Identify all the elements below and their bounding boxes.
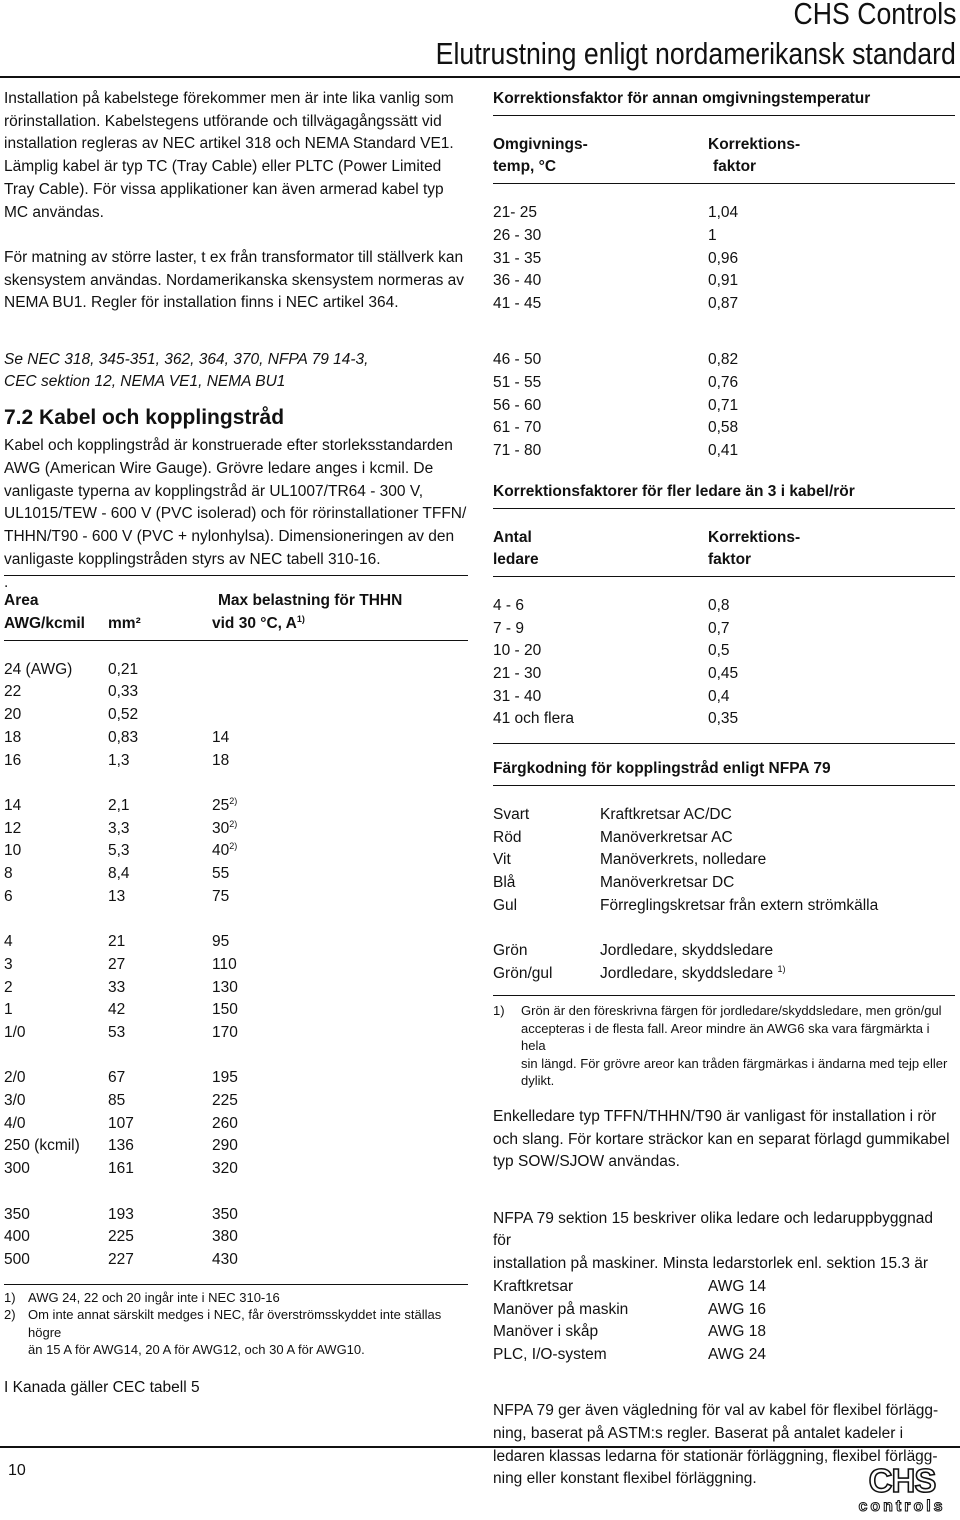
- ampacity-value: 95: [212, 933, 230, 951]
- text-line: typ SOW/SJOW användas.: [493, 1153, 680, 1171]
- table-row: [493, 872, 955, 895]
- table-header-row: [4, 590, 468, 613]
- cell-mm2: 193: [108, 1205, 134, 1223]
- cell-awg: 350: [4, 1205, 30, 1223]
- cell-awg: 18: [4, 728, 22, 746]
- text-line: För matning av större laster, t ex från transformator till ställverk kan: [4, 248, 464, 266]
- cell-mm2: 107: [108, 1114, 134, 1132]
- cell-mm2: 136: [108, 1137, 134, 1155]
- cell-awg: 22: [4, 683, 22, 701]
- cell-mm2: 0,52: [108, 706, 139, 724]
- cell-factor: 0,7: [708, 619, 730, 637]
- table-header-row: temp, °C faktor: [493, 158, 757, 176]
- table-row: [493, 372, 955, 395]
- table-row: [4, 1067, 468, 1090]
- table-row: [4, 1135, 468, 1158]
- ampacity-value: 320: [212, 1160, 238, 1178]
- cell-mm2: 42: [108, 1001, 126, 1019]
- cell-color: Grön/gul: [493, 964, 553, 982]
- table-row: [4, 659, 468, 682]
- cell-factor: 1: [708, 226, 717, 244]
- cell-mm2: 3,3: [108, 819, 130, 837]
- cell-factor: 0,82: [708, 351, 739, 369]
- min-size: AWG 14: [708, 1277, 766, 1295]
- ampacity-value: 350: [212, 1205, 238, 1223]
- circuit-type: PLC, I/O-system: [493, 1345, 607, 1363]
- page-number: 10: [8, 1462, 26, 1479]
- ampacity-value: 380: [212, 1228, 238, 1246]
- ampacity-value: 75: [212, 887, 230, 905]
- cell-factor: 0,76: [708, 374, 739, 392]
- usage-text: Manöverkretsar DC: [600, 873, 735, 891]
- usage-text: Jordledare, skyddsledare: [600, 964, 774, 982]
- table-row: [493, 595, 955, 618]
- cell-ampacity: [212, 931, 229, 954]
- table-row: [4, 681, 468, 704]
- cell-factor: 0,4: [708, 687, 730, 705]
- ampacity-value: 225: [212, 1092, 238, 1110]
- row-gap: [4, 1181, 468, 1204]
- text-line: CEC sektion 12, NEMA VE1, NEMA BU1: [4, 373, 286, 391]
- stray-dot: .: [4, 574, 9, 592]
- usage-text: Manöverkretsar AC: [600, 828, 733, 846]
- cell-temp: 46 - 50: [493, 351, 542, 369]
- cell-temp: 21- 25: [493, 204, 537, 222]
- conductor-rows: [493, 595, 955, 731]
- cell-color: Vit: [493, 851, 511, 869]
- ampacity-value: 14: [212, 728, 230, 746]
- cell-ampacity: [212, 840, 237, 863]
- table-row: [4, 727, 468, 750]
- cell-factor: 0,35: [708, 710, 739, 728]
- cell-mm2: 21: [108, 933, 126, 951]
- table-header-row: Omgivnings- Korrektions-: [493, 135, 801, 153]
- circuit-type: Manöver på maskin: [493, 1300, 629, 1318]
- cell-ampacity: [212, 1022, 238, 1045]
- usage-text: Förreglingskretsar från extern strömkälla: [600, 896, 879, 914]
- usage-text: Kraftkretsar AC/DC: [600, 805, 732, 823]
- cell-ampacity: [212, 727, 229, 750]
- paragraph-wire: [4, 435, 468, 571]
- footnote-ref: 2): [229, 795, 238, 806]
- ampacity-value: 25: [212, 796, 230, 814]
- list-item: [493, 1299, 955, 1322]
- table-row: [4, 795, 468, 818]
- right-column: [493, 88, 955, 1491]
- text-line: ning eller konstant flexibel förläggning.: [493, 1470, 757, 1488]
- temp-rows: [493, 202, 955, 463]
- cell-factor: 0,96: [708, 249, 739, 267]
- table-row: [4, 750, 468, 773]
- cell-awg: 1/0: [4, 1023, 26, 1041]
- cell-temp: 26 - 30: [493, 226, 542, 244]
- table-row: [4, 931, 468, 954]
- cell-factor: 0,71: [708, 396, 739, 414]
- table-row: [493, 640, 955, 663]
- ampacity-value: 30: [212, 819, 230, 837]
- cell-ampacity: [212, 886, 229, 909]
- list-item: [493, 1344, 955, 1367]
- table-row: [493, 349, 955, 372]
- ampacity-value: 18: [212, 751, 230, 769]
- cell-usage: [600, 895, 878, 918]
- cell-temp: 56 - 60: [493, 396, 542, 414]
- cell-mm2: 5,3: [108, 842, 130, 860]
- table-row: [493, 225, 955, 248]
- ampacity-rows: [4, 659, 468, 1272]
- section-title: 7.2 Kabel och kopplingstråd: [4, 406, 285, 430]
- cell-ampacity: [212, 818, 237, 841]
- cell-awg: 16: [4, 751, 22, 769]
- table-footnotes: [4, 1289, 468, 1359]
- footnote: 1) AWG 24, 22 och 20 ingår inte i NEC 310-16: [4, 1289, 280, 1305]
- cell-mm2: 27: [108, 955, 126, 973]
- text-line: Enkelledare typ TFFN/THHN/T90 är vanligast för installation i rör: [493, 1107, 937, 1125]
- header-area: Area: [4, 592, 39, 610]
- cell-awg: 3: [4, 955, 13, 973]
- table-row: [493, 895, 955, 918]
- cell-factor: 1,04: [708, 204, 739, 222]
- table-row: [493, 708, 955, 731]
- cell-awg: 4: [4, 933, 13, 951]
- conductor-correction-title: Korrektionsfaktorer för fler ledare än 3 i kabel/rör: [493, 482, 855, 500]
- table-row: [493, 440, 955, 463]
- usage-text: Manöverkrets, nolledare: [600, 851, 767, 869]
- paragraph-cable-tray: [4, 88, 468, 224]
- text-line: installation regleras av NEC artikel 318 och NEMA Standard VE1.: [4, 135, 454, 153]
- cell-usage: [600, 872, 734, 895]
- cell-awg: 24 (AWG): [4, 660, 73, 678]
- text-line: Tray Cable). För vissa applikationer kan även armerad kabel typ: [4, 180, 444, 198]
- row-gap: [4, 1045, 468, 1068]
- cell-count: 21 - 30: [493, 665, 542, 683]
- cell-mm2: 0,83: [108, 728, 139, 746]
- circuit-type: Kraftkretsar: [493, 1277, 574, 1295]
- text-line: NFPA 79 sektion 15 beskriver olika ledare och ledaruppbyggnad för: [493, 1209, 934, 1250]
- header-mm2: mm²: [108, 615, 141, 633]
- cell-ampacity: [212, 750, 229, 773]
- cell-awg: 8: [4, 865, 13, 883]
- cell-temp: 61 - 70: [493, 419, 542, 437]
- cell-mm2: 8,4: [108, 865, 130, 883]
- table-header-row: [4, 613, 468, 636]
- cell-awg: 20: [4, 706, 22, 724]
- cell-ampacity: [212, 1090, 238, 1113]
- table-row: [4, 1226, 468, 1249]
- table-row: [493, 849, 955, 872]
- row-gap: [4, 908, 468, 931]
- cell-count: 31 - 40: [493, 687, 542, 705]
- color-footnote: 1) Grön är den föreskrivna färgen för jordledare/skyddsledare, men grön/gul accepteras i de flesta fall. Areor mindre än AWG6 ska vara färgmärkta i hela sin längd. För grövre areor kan tråden färgmärkas i ändarna med tejp eller dylikt.: [493, 1003, 948, 1089]
- min-size: AWG 24: [708, 1345, 766, 1363]
- table-row: [4, 977, 468, 1000]
- color-code-title: Färgkodning för kopplingstråd enligt NFPA 79: [493, 760, 831, 778]
- cell-mm2: 53: [108, 1023, 126, 1041]
- text-line: THHN/T90 - 600 V (PVC + nylonhylsa). Dimensioneringen av den: [4, 527, 455, 545]
- cell-mm2: 227: [108, 1250, 134, 1268]
- circuit-type: Manöver i skåp: [493, 1323, 599, 1341]
- left-column: [4, 88, 468, 1399]
- table-row: [493, 395, 955, 418]
- cell-mm2: 0,33: [108, 683, 139, 701]
- text-line: installation på maskiner. Minsta ledarstorlek enl. sektion 15.3 är: [493, 1255, 929, 1273]
- conductor-correction-table: [493, 527, 955, 732]
- cell-temp: 36 - 40: [493, 272, 542, 290]
- cell-ampacity: [212, 977, 238, 1000]
- cell-color: Svart: [493, 805, 530, 823]
- table-row: [4, 886, 468, 909]
- cell-awg: 3/0: [4, 1092, 26, 1110]
- cell-awg: 4/0: [4, 1114, 26, 1132]
- cell-color: Grön: [493, 942, 528, 960]
- text-line: vanligaste typerna av kopplingstråd är UL1007/TR64 - 300 V,: [4, 482, 424, 500]
- cell-mm2: 161: [108, 1160, 134, 1178]
- ampacity-value: 150: [212, 1001, 238, 1019]
- header-divider: [0, 76, 960, 78]
- text-line: rörinstallation. Kabelstegens utförande och tillvägagångssätt vid: [4, 112, 442, 130]
- paragraph-nfpa: [493, 1208, 955, 1276]
- usage-text: Jordledare, skyddsledare: [600, 942, 774, 960]
- footnote: 2) Om inte annat särskilt medges i NEC, får överströmsskyddet inte ställas högre än 15 A för AWG14, 20 A för AWG12, och 30 A för AWG10.: [4, 1307, 442, 1358]
- table-row: [4, 999, 468, 1022]
- cell-usage: [600, 804, 732, 827]
- cell-factor: 0,8: [708, 596, 730, 614]
- table-header-row: ledare faktor: [493, 551, 752, 569]
- cell-usage: [600, 963, 786, 986]
- cell-count: 4 - 6: [493, 596, 525, 614]
- cell-mm2: 225: [108, 1228, 134, 1246]
- cell-ampacity: [212, 863, 229, 886]
- table-row: [493, 417, 955, 440]
- cell-count: 10 - 20: [493, 642, 542, 660]
- cell-factor: 0,45: [708, 665, 739, 683]
- footnote-ref: 1): [777, 963, 786, 974]
- text-line: Installation på kabelstege förekommer men är inte lika vanlig som: [4, 90, 454, 107]
- table-row: [493, 686, 955, 709]
- text-line: och slang. För kortare sträckor kan en separat förlagd gummikabel: [493, 1130, 950, 1148]
- table-row: [4, 1090, 468, 1113]
- table-row: [493, 963, 955, 986]
- footnote-ref: 2): [229, 841, 238, 852]
- text-line: skensystem användas. Nordamerikanska skensystem normeras av: [4, 271, 465, 289]
- table-row: [4, 1204, 468, 1227]
- cell-ampacity: [212, 1204, 238, 1227]
- cell-ampacity: [212, 795, 237, 818]
- text-line: AWG (American Wire Gauge). Grövre ledare anges i kcmil. De: [4, 459, 434, 477]
- canada-note: I Kanada gäller CEC tabell 5: [4, 1378, 200, 1396]
- table-row: [493, 293, 955, 316]
- cell-factor: 0,87: [708, 294, 739, 312]
- paragraph-single-conductor: [493, 1106, 955, 1174]
- cell-usage: [600, 827, 733, 850]
- ampacity-value: 170: [212, 1023, 238, 1041]
- cell-mm2: 2,1: [108, 796, 130, 814]
- ampacity-value: 260: [212, 1114, 238, 1132]
- min-size-list: [493, 1276, 955, 1367]
- cell-mm2: 67: [108, 1069, 126, 1087]
- cell-mm2: 85: [108, 1092, 126, 1110]
- text-line: NEMA BU1. Regler för installation finns i NEC artikel 364.: [4, 294, 399, 312]
- header-awg: AWG/kcmil: [4, 615, 85, 633]
- ampacity-value: 40: [212, 842, 230, 860]
- min-size: AWG 16: [708, 1300, 766, 1318]
- text-line: vanligaste kopplingstråden styrs av NEC tabell 310-16.: [4, 550, 381, 568]
- table-row: [4, 1158, 468, 1181]
- cell-factor: 0,41: [708, 442, 739, 460]
- table-row: [493, 248, 955, 271]
- footer-divider: [0, 1446, 960, 1448]
- ampacity-value: 110: [212, 955, 237, 973]
- cell-ampacity: [212, 1135, 238, 1158]
- text-line: Kabel och kopplingstråd är konstruerade efter storleksstandarden: [4, 437, 453, 455]
- cell-awg: 2: [4, 978, 13, 996]
- cell-temp: 31 - 35: [493, 249, 542, 267]
- text-line: Lämplig kabel är typ TC (Tray Cable) eller PLTC (Power Limited: [4, 158, 442, 176]
- text-line: ning, baserat på ASTM:s regler. Baserat på antalet kadeler i: [493, 1425, 904, 1443]
- ampacity-table: [4, 590, 468, 1284]
- cell-factor: 0,58: [708, 419, 739, 437]
- cell-usage: [600, 849, 766, 872]
- table-row: [4, 863, 468, 886]
- row-gap: [493, 316, 955, 339]
- cell-ampacity: [212, 1158, 238, 1181]
- table-row: [493, 804, 955, 827]
- reference-note: [4, 349, 468, 394]
- header-max-load: Max belastning för THHN: [218, 592, 403, 610]
- list-item: [493, 1321, 955, 1344]
- table-row: [4, 840, 468, 863]
- cell-ampacity: [212, 999, 238, 1022]
- ampacity-value: 430: [212, 1250, 238, 1268]
- table-row: [493, 202, 955, 225]
- paragraph-busway: [4, 247, 468, 315]
- cell-color: Gul: [493, 896, 518, 914]
- header-brand: CHS Controls: [793, 0, 956, 31]
- temp-correction-title: Korrektionsfaktor för annan omgivningstemperatur: [493, 90, 871, 107]
- temp-correction-table: [493, 134, 955, 463]
- cell-usage: [600, 940, 773, 963]
- table-row: [493, 827, 955, 850]
- cell-factor: 0,91: [708, 272, 739, 290]
- header-ampacity: vid 30 °C, $A^{1)}$: [212, 614, 305, 633]
- footnote-ref: 2): [229, 818, 238, 829]
- cell-awg: 10: [4, 842, 22, 860]
- table-row: [4, 818, 468, 841]
- text-line: ledaren klassas ledarna för stationär förläggning, flexibel förlägg-: [493, 1447, 938, 1465]
- text-line: Se NEC 318, 345-351, 362, 364, 370, NFPA 79 14-3,: [4, 350, 369, 368]
- cell-mm2: 13: [108, 887, 126, 905]
- ampacity-value: 55: [212, 865, 230, 883]
- row-gap: [4, 772, 468, 795]
- cell-temp: 41 - 45: [493, 294, 542, 312]
- cell-ampacity: [212, 954, 237, 977]
- text-line: NFPA 79 ger även vägledning för val av kabel för flexibel förlägg-: [493, 1402, 939, 1420]
- table-row: [4, 1113, 468, 1136]
- table-row: [493, 663, 955, 686]
- table-row: [493, 618, 955, 641]
- cell-awg: 6: [4, 887, 13, 905]
- cell-awg: 300: [4, 1160, 30, 1178]
- row-gap: [493, 917, 955, 940]
- cell-awg: 2/0: [4, 1069, 26, 1087]
- table-row: [493, 270, 955, 293]
- cell-mm2: 33: [108, 978, 126, 996]
- color-code-table: [493, 804, 955, 986]
- cell-awg: 14: [4, 796, 22, 814]
- cell-mm2: 0,21: [108, 660, 139, 678]
- cell-mm2: 1,3: [108, 751, 130, 769]
- cell-ampacity: [212, 1226, 238, 1249]
- table-row: [4, 954, 468, 977]
- cell-temp: 71 - 80: [493, 442, 542, 460]
- text-line: UL1015/TEW - 600 V (PVC isolerad) och för rörinstallationer TFFN/: [4, 505, 467, 523]
- ampacity-value: 290: [212, 1137, 238, 1155]
- cell-ampacity: [212, 1067, 238, 1090]
- chs-controls-logo: CHS controls: [858, 1462, 946, 1515]
- table-header-row: Antal Korrektions-: [493, 528, 801, 546]
- cell-factor: 0,5: [708, 642, 730, 660]
- cell-color: Blå: [493, 873, 516, 891]
- cell-count: 41 och flera: [493, 710, 574, 728]
- cell-ampacity: [212, 1113, 238, 1136]
- cell-awg: 400: [4, 1228, 30, 1246]
- cell-ampacity: [212, 1249, 238, 1272]
- min-size: AWG 18: [708, 1323, 766, 1341]
- row-gap: [493, 338, 955, 349]
- cell-awg: 250 (kcmil): [4, 1137, 80, 1155]
- text-line: MC användas.: [4, 203, 104, 221]
- table-row: [4, 704, 468, 727]
- cell-awg: 12: [4, 819, 22, 837]
- ampacity-value: 195: [212, 1069, 238, 1087]
- table-row: [4, 1022, 468, 1045]
- ampacity-value: 130: [212, 978, 238, 996]
- list-item: [493, 1276, 955, 1299]
- cell-awg: 1: [4, 1001, 13, 1019]
- table-row: [493, 940, 955, 963]
- cell-awg: 500: [4, 1250, 30, 1268]
- cell-count: 7 - 9: [493, 619, 525, 637]
- cell-temp: 51 - 55: [493, 374, 542, 392]
- table-row: [4, 1249, 468, 1272]
- cell-color: Röd: [493, 828, 522, 846]
- header-subtitle: Elutrustning enligt nordamerikansk standard: [435, 36, 956, 71]
